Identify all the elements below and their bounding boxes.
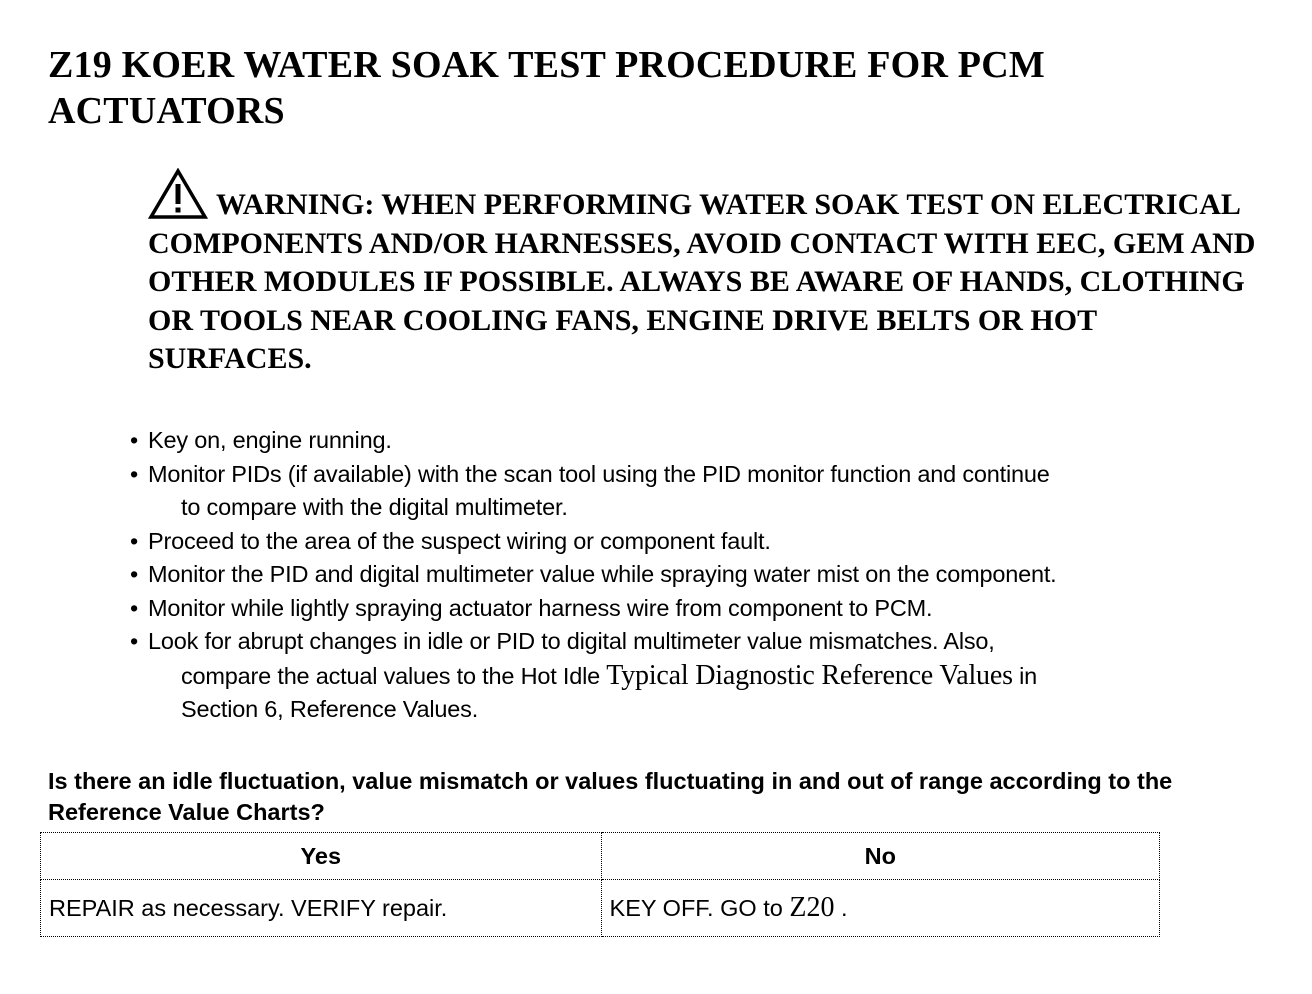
no-header: No [601,833,1159,880]
list-item: • Monitor PIDs (if available) with the scan tool using the PID monitor function and continue to compare with the digital multimeter. [130,458,1280,525]
list-item: • Proceed to the area of the suspect wiring or component fault. [130,525,1280,559]
decision-table [40,832,1160,937]
page-title: Z19 KOER WATER SOAK TEST PROCEDURE FOR PCM ACTUATORS [48,44,1045,132]
list-item: • Look for abrupt changes in idle or PID to digital multimeter value mismatches. Also, compare the actual values to the Hot Idle Typical Diagnostic Reference Values in Section 6, Reference Values. [130,625,1280,727]
no-action: KEY OFF. GO to Z20 . [601,880,1159,937]
list-item: • Key on, engine running. [130,424,1280,458]
table-row [41,880,1160,937]
decision-question: Is there an idle fluctuation, value mismatch or values fluctuating in and out of range according to the Reference Value Charts? [48,768,1173,825]
warning-text: WARNING: WHEN PERFORMING WATER SOAK TEST ON ELECTRICAL COMPONENTS AND/OR HARNESSES, AVOID CONTACT WITH EEC, GEM AND OTHER MODULES IF POSSIBLE. ALWAYS BE AWARE OF HANDS, CLOTHING OR TOOLS NEAR COOLING FANS, ENGINE DRIVE BELTS OR HOT SURFACES. [148,188,1256,375]
procedure-steps [130,424,1280,727]
reference-values-link[interactable]: Typical Diagnostic Reference Values [606,659,1013,691]
list-item: • Monitor the PID and digital multimeter value while spraying water mist on the component. [130,558,1280,592]
yes-action: REPAIR as necessary. VERIFY repair. [41,880,602,937]
z20-link[interactable]: Z20 [789,892,835,923]
warning-notice [148,168,1258,379]
yes-header: Yes [41,833,602,880]
list-item: • Monitor while lightly spraying actuator harness wire from component to PCM. [130,592,1280,626]
warning-triangle-icon [148,168,208,220]
